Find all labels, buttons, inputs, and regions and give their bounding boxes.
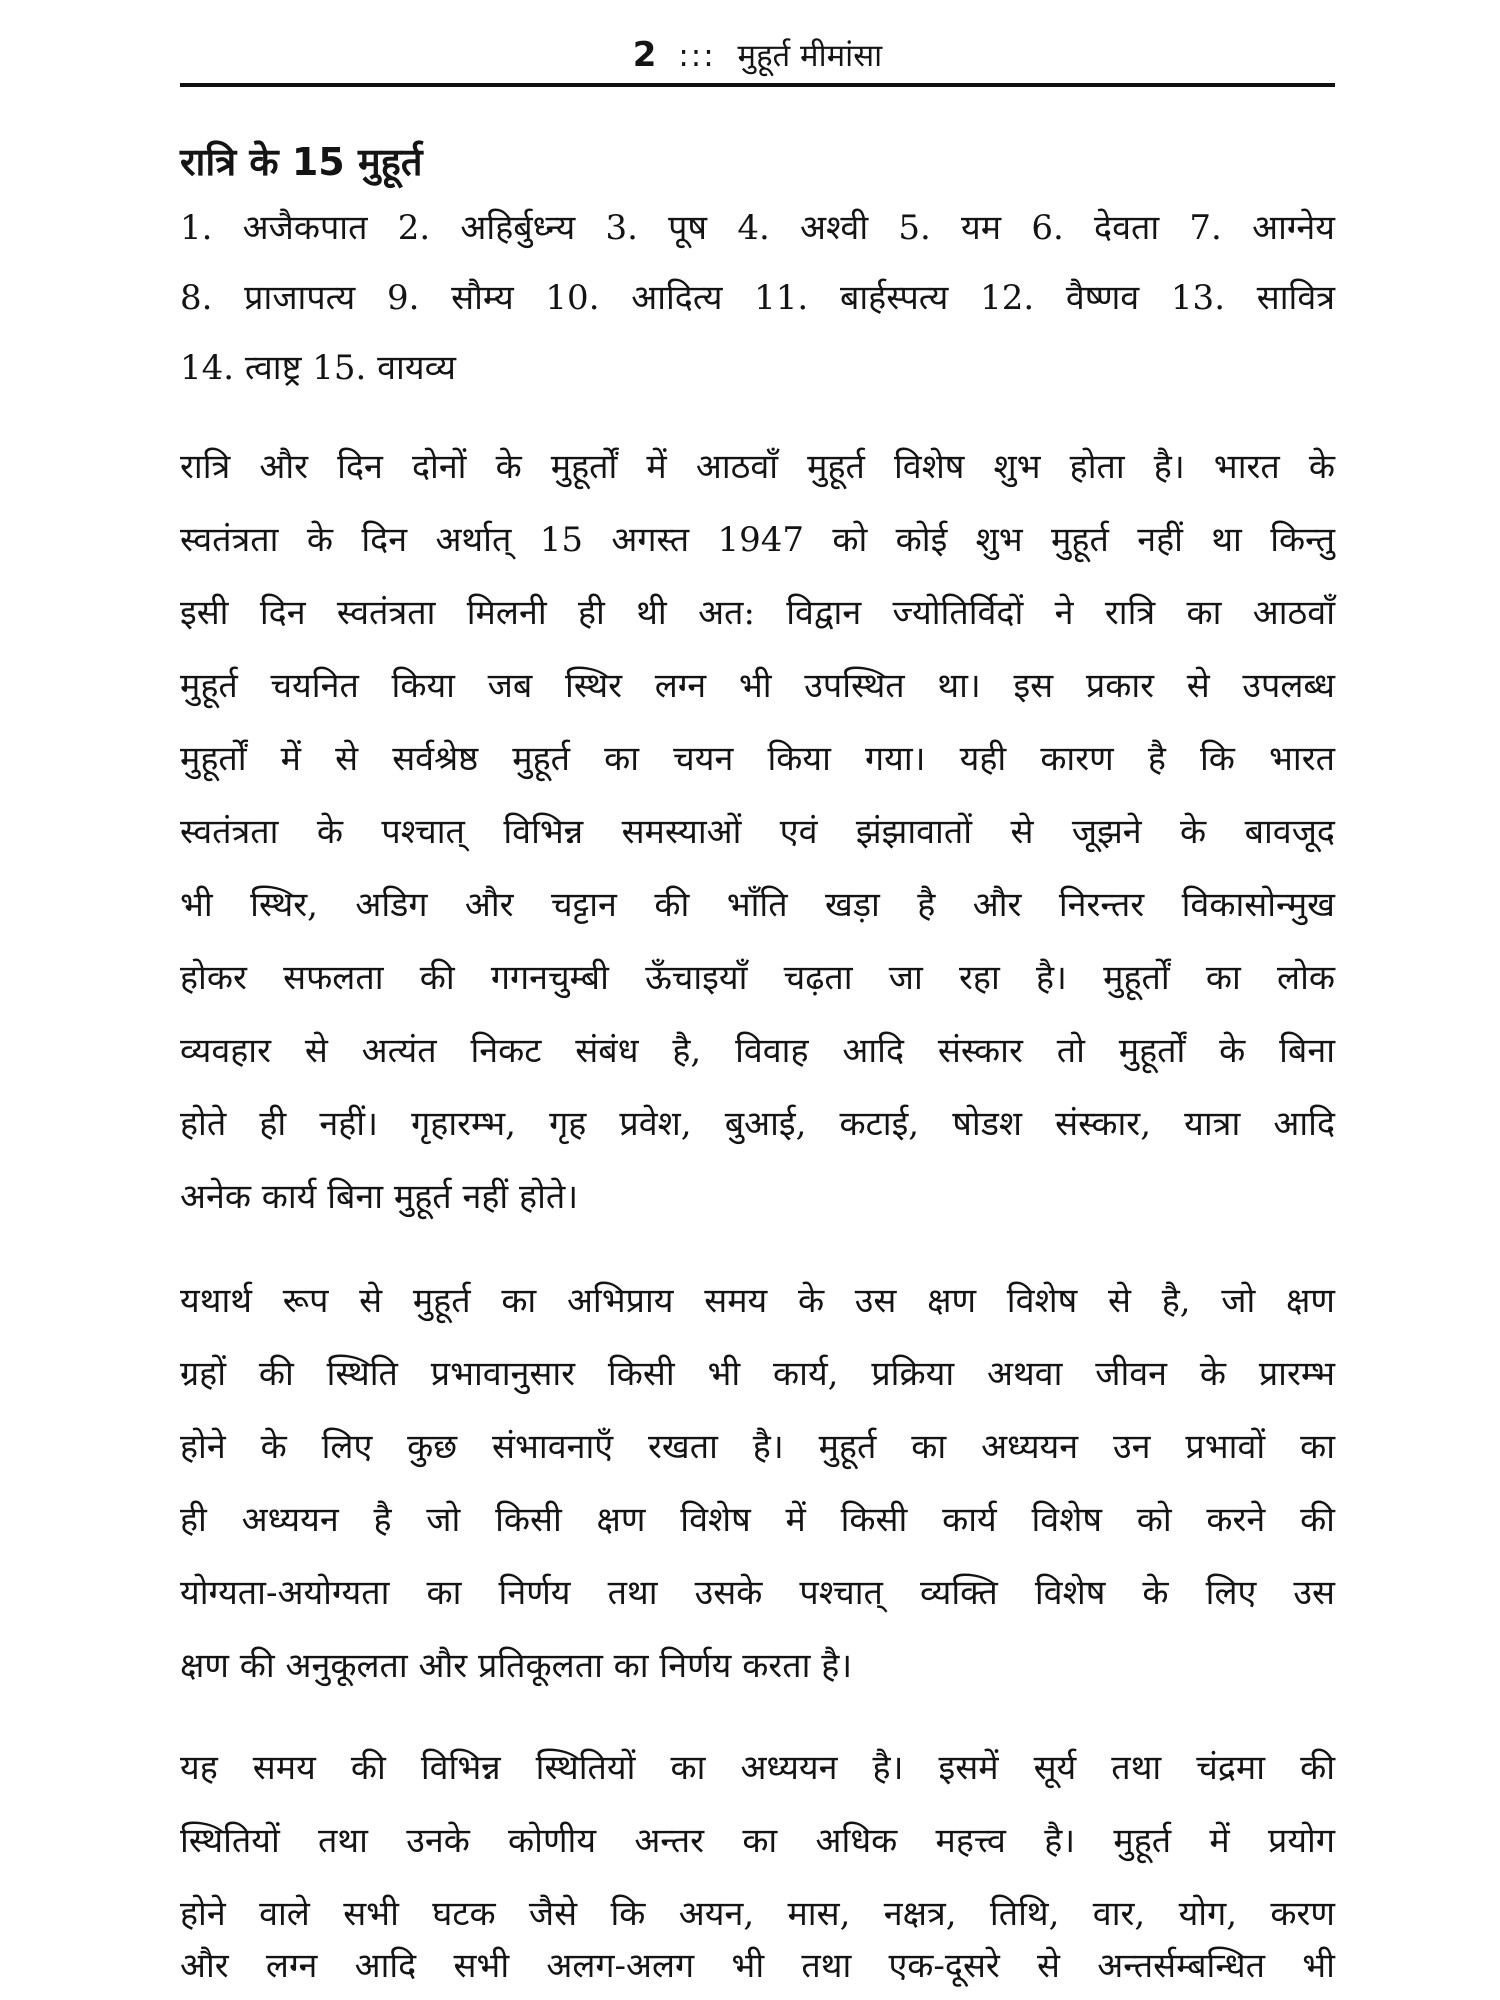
paragraph-line: स्वतंत्रता के पश्चात् विभिन्न समस्याओं एवं झंझावातों से जूझने के बावजूद [180,812,1335,852]
paragraph-line: होकर सफलता की गगनचुम्बी ऊँचाइयाँ चढ़ता जा रहा है। मुहूर्तों का लोक [180,958,1335,998]
paragraph-line: व्यवहार से अत्यंत निकट संबंध है, विवाह आदि संस्कार तो मुहूर्तों के बिना [180,1031,1335,1071]
paragraph-line: अनेक कार्य बिना मुहूर्त नहीं होते। [180,1177,579,1217]
header-separator: ::: [678,38,716,74]
page-number: 2 [632,35,657,75]
paragraph-line: और लग्न आदि सभी अलग-अलग भी तथा एक-दूसरे से अन्तर्सम्बन्धित भी [180,1946,1335,1986]
paragraph-line: मुहूर्त चयनित किया जब स्थिर लग्न भी उपस्थित था। इस प्रकार से उपलब्ध [180,666,1335,706]
book-title: मुहूर्त मीमांसा [737,38,883,74]
paragraph-line: स्वतंत्रता के दिन अर्थात् 15 अगस्त 1947 को कोई शुभ मुहूर्त नहीं था किन्तु [180,520,1335,560]
section-heading: रात्रि के 15 मुहूर्त [180,140,423,184]
paragraph-line: होने वाले सभी घटक जैसे कि अयन, मास, नक्षत्र, तिथि, वार, योग, करण [180,1894,1335,1934]
paragraph-line: होने के लिए कुछ संभावनाएँ रखता है। मुहूर्त का अध्ययन उन प्रभावों का [180,1427,1335,1467]
muhurta-list-line: 8. प्राजापत्य 9. सौम्य 10. आदित्य 11. बार्हस्पत्य 12. वैष्णव 13. सावित्र [180,278,1335,318]
paragraph-line: क्षण की अनुकूलता और प्रतिकूलता का निर्णय करता है। [180,1646,853,1686]
paragraph-line: होते ही नहीं। गृहारम्भ, गृह प्रवेश, बुआई, कटाई, षोडश संस्कार, यात्रा आदि [180,1104,1335,1144]
paragraph-line: मुहूर्तों में से सर्वश्रेष्ठ मुहूर्त का चयन किया गया। यही कारण है कि भारत [180,739,1335,779]
paragraph-line: ही अध्ययन है जो किसी क्षण विशेष में किसी कार्य विशेष को करने की [180,1500,1335,1540]
running-header [180,30,1335,80]
paragraph-line: ग्रहों की स्थिति प्रभावानुसार किसी भी कार्य, प्रक्रिया अथवा जीवन के प्रारम्भ [180,1354,1335,1394]
header-rule [180,83,1335,87]
paragraph-line: योग्यता-अयोग्यता का निर्णय तथा उसके पश्चात् व्यक्ति विशेष के लिए उस [180,1573,1335,1613]
paragraph-line: इसी दिन स्वतंत्रता मिलनी ही थी अत: विद्वान ज्योतिर्विदों ने रात्रि का आठवाँ [180,593,1335,633]
paragraph-line: यह समय की विभिन्न स्थितियों का अध्ययन है। इसमें सूर्य तथा चंद्रमा की [180,1748,1335,1788]
muhurta-list-line: 14. त्वाष्ट्र 15. वायव्य [180,348,456,388]
paragraph-line: यथार्थ रूप से मुहूर्त का अभिप्राय समय के उस क्षण विशेष से है, जो क्षण [180,1281,1335,1321]
paragraph-line: रात्रि और दिन दोनों के मुहूर्तों में आठवाँ मुहूर्त विशेष शुभ होता है। भारत के [180,447,1335,487]
paragraph-line: भी स्थिर, अडिग और चट्टान की भाँति खड़ा है और निरन्तर विकासोन्मुख [180,885,1335,925]
muhurta-list-line: 1. अजैकपात 2. अहिर्बुध्न्य 3. पूष 4. अश्वी 5. यम 6. देवता 7. आग्नेय [180,208,1335,248]
paragraph-line: स्थितियों तथा उनके कोणीय अन्तर का अधिक महत्त्व है। मुहूर्त में प्रयोग [180,1821,1335,1861]
